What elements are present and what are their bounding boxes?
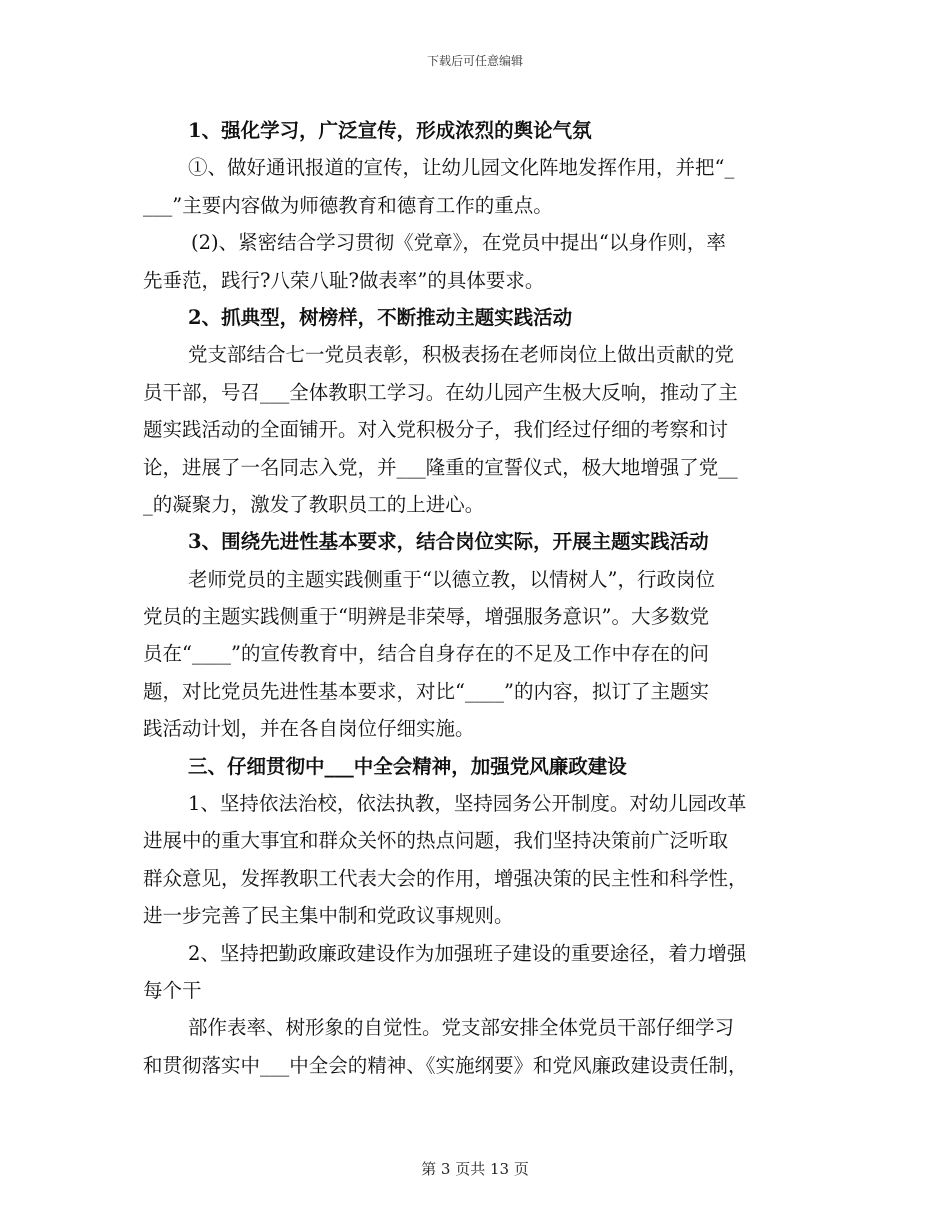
text-line: 题实践活动的全面铺开。对入党积极分子，我们经过仔细的考察和讨 (143, 418, 729, 442)
text-line: 题，对比党员先进性基本要求，对比“____”的内容，拟订了主题实 (143, 679, 709, 703)
page-header: 下载后可任意编辑 (426, 54, 523, 68)
text-line: 群众意见，发挥教职工代表大会的作用，增强决策的民主性和科学性， (143, 866, 748, 890)
text-line: 论，进展了一名同志入党，并___隆重的宣誓仪式，极大地增强了党__ (143, 455, 738, 479)
text-line: 员在“____”的宣传教育中，结合自身存在的不足及工作中存在的问 (143, 642, 709, 666)
text-line: _的凝聚力，激发了教职员工的上进心。 (143, 492, 485, 516)
text-line: 1、坚持依法治校，依法执教，坚持园务公开制度。对幼儿园改革 (188, 792, 747, 816)
text-line: 员干部，号召___全体教职工学习。在幼儿园产生极大反响，推动了主 (143, 380, 738, 404)
text-line: 3、围绕先进性基本要求，结合岗位实际，开展主题实践活动 (188, 530, 709, 554)
text-line: 三、仔细贯彻中___中全会精神，加强党风廉政建设 (188, 754, 627, 778)
text-line: (2)、紧密结合学习贯彻《党章》，在党员中提出“以身作则，率 (191, 231, 726, 255)
text-line: 和贯彻落实中___中全会的精神、《实施纲要》和党风廉政建设责任制， (143, 1053, 748, 1077)
text-line: ①、做好通讯报道的宣传，让幼儿园文化阵地发挥作用，并把“_ (188, 156, 735, 180)
text-line: 党员的主题实践侧重于“明辨是非荣辱，增强服务意识”。大多数党 (143, 605, 709, 629)
text-line: 先垂范，践行?八荣八耻?做表率”的具体要求。 (143, 268, 545, 292)
page-footer: 第 3 页共 13 页 (421, 1160, 529, 1178)
text-line: ___”主要内容做为师德教育和德育工作的重点。 (143, 193, 553, 217)
text-line: 部作表率、树形象的自觉性。党支部安排全体党员干部仔细学习 (188, 1016, 735, 1040)
text-line: 进一步完善了民主集中制和党政议事规则。 (143, 904, 514, 928)
text-line: 党支部结合七一党员表彰，积极表扬在老师岗位上做出贡献的党 (188, 343, 735, 367)
text-line: 每个干 (143, 978, 202, 1002)
text-line: 1、强化学习，广泛宣传，形成浓烈的舆论气氛 (188, 119, 592, 142)
text-line: 2、抓典型，树榜样，不断推动主题实践活动 (188, 305, 573, 329)
text-line: 2、坚持把勤政廉政建设作为加强班子建设的重要途径，着力增强 (188, 941, 747, 965)
text-line: 践活动计划，并在各自岗位仔细实施。 (143, 717, 475, 741)
document-body (143, 112, 811, 1084)
text-line: 进展中的重大事宜和群众关怀的热点问题，我们坚持决策前广泛听取 (143, 829, 729, 853)
text-line: 老师党员的主题实践侧重于“以德立教，以情树人”，行政岗位 (188, 567, 715, 591)
